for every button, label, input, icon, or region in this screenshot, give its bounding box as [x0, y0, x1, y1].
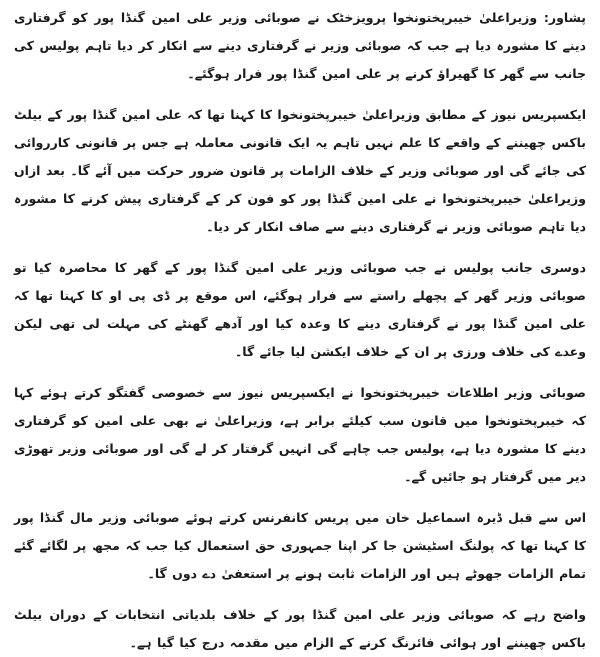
article-paragraph-3: دوسری جانب پولیس نے جب صوبائی وزیر علی امین گنڈا پور کے گھر کا محاصرہ کیا تو صوبائی وزیر گھر کے پچھلے راستے سے فرار ہوگئے، اس موقع پر ڈی پی او کا کہنا تھا کہ علی امین گنڈا پور نے گرفتاری دینے کا وعدہ کیا اور آدھے گھنٹے کی مہلت لی تھی لیکن وعدے کی خلاف ورزی پر ان کے خلاف ایکشن لیا جائے گا۔	[14, 260, 586, 359]
article-paragraph-5: اس سے قبل ڈیرہ اسماعیل خان میں پریس کانفرنس کرتے ہوئے صوبائی وزیر مال گنڈا پور کا کہنا تھا کہ پولنگ اسٹیشن جا کر اپنا جمہوری حق استعمال کیا جب کہ مجھ پر لگائے گئے تمام الزامات جھوٹے ہیں اور الزامات ثابت ہونے پر استعفیٰ دے دوں گا۔	[14, 510, 586, 581]
article-paragraph-4: صوبائی وزیر اطلاعات خیبرپختونخوا نے ایکسپریس نیوز سے خصوصی گفتگو کرتے ہوئے کہا کہ خیبرپختونخوا میں قانون سب کیلئے برابر ہے، وزیراعلیٰ نے بھی علی امین کو گرفتاری دینے کا مشورہ دیا ہے، پولیس جب چاہے گی انہیں گرفتار کر لے گی اور صوبائی وزیر تھوڑی دیر میں گرفتار ہو جائیں گے۔	[14, 385, 586, 484]
article-paragraph-2: ایکسپریس نیوز کے مطابق وزیراعلیٰ خیبرپختونخوا کا کہنا تھا کہ علی امین گنڈا پور کے بیلٹ باکس چھیننے کے واقعے کا علم نہیں تاہم یہ ایک قانونی معاملہ ہے جس پر قانونی کارروائی کی جائے گی اور صوبائی وزیر کے خلاف الزامات پر قانون ضرور حرکت میں آئے گا۔ بعد ازاں وزیراعلیٰ خیبرپختونخوا نے علی امین گنڈا پور کو فون کر کے گرفتاری پیش کرنے کا مشورہ دیا تاہم صوبائی وزیر نے گرفتاری دینے سے صاف انکار کر دیا۔	[14, 107, 586, 234]
article-paragraph-6: واضح رہے کہ صوبائی وزیر علی امین گنڈا پور کے خلاف بلدیاتی انتخابات کے دوران بیلٹ باکس چھیننے اور ہوائی فائرنگ کرنے کے الزام میں مقدمہ درج کیا گیا ہے۔	[14, 607, 586, 650]
article-paragraph-1: پشاور: وزیراعلیٰ خیبرپختونخوا پرویزخٹک نے صوبائی وزیر علی امین گنڈا پور کو گرفتاری دینے کا مشورہ دیا ہے جب کہ صوبائی وزیر نے گرفتاری دینے سے انکار کر دیا تاہم پولیس کی جانب سے گھر کا گھیراؤ کرنے پر علی امین گنڈا پور فرار ہوگئے۔	[14, 10, 586, 81]
